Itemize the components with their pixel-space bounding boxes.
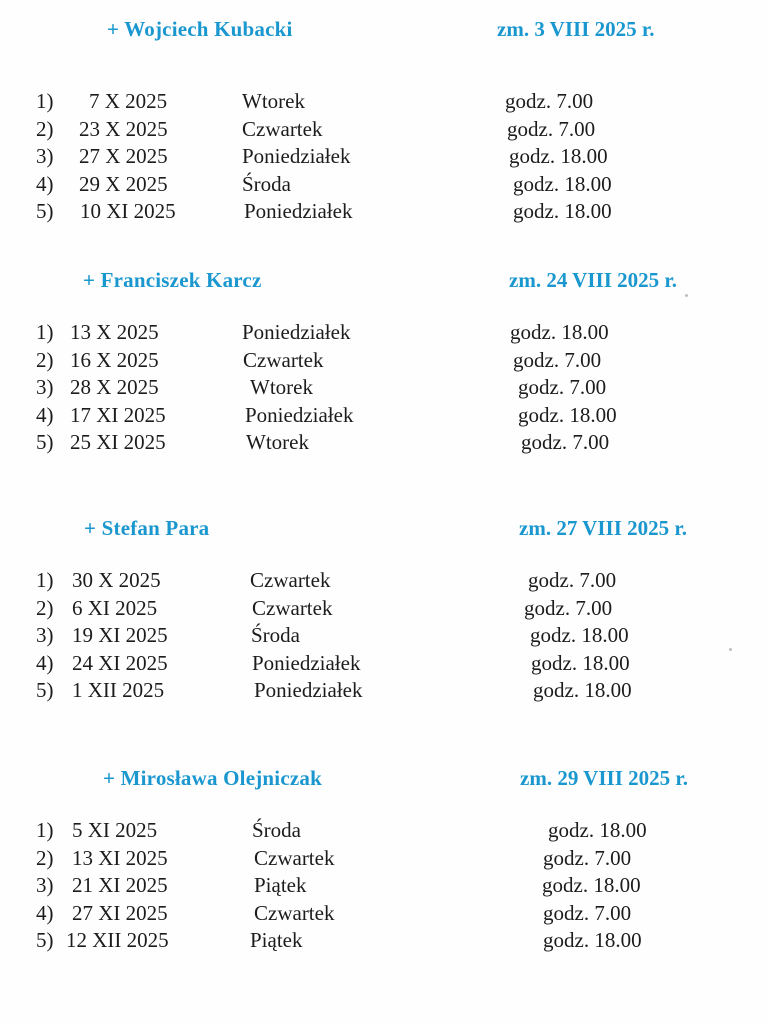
row-number: 5) <box>36 430 54 454</box>
row-day: Poniedziałek <box>242 320 351 344</box>
row-number: 4) <box>36 900 54 925</box>
row-day: Piątek <box>254 873 307 897</box>
row-number: 3) <box>36 375 54 399</box>
row-time: godz. 18.00 <box>530 623 629 647</box>
row-time: godz. 18.00 <box>531 650 630 675</box>
row-date: 30 X 2025 <box>72 568 161 592</box>
scan-speck <box>729 648 732 651</box>
row-number: 1) <box>36 320 54 344</box>
row-day: Poniedziałek <box>244 199 353 223</box>
deceased-name: + Mirosława Olejniczak <box>103 766 322 790</box>
row-day: Poniedziałek <box>245 402 354 427</box>
mass-list <box>0 818 769 956</box>
mass-row <box>0 818 769 846</box>
mass-row <box>0 172 769 200</box>
row-date: 13 X 2025 <box>70 320 159 344</box>
row-number: 2) <box>36 595 54 620</box>
row-number: 4) <box>36 402 54 427</box>
deceased-name: + Stefan Para <box>84 516 210 540</box>
mass-row <box>0 873 769 901</box>
row-day: Wtorek <box>242 89 305 113</box>
mass-list <box>0 89 769 227</box>
row-date: 28 X 2025 <box>70 375 159 399</box>
row-date: 29 X 2025 <box>79 171 168 196</box>
row-date: 25 XI 2025 <box>70 430 166 454</box>
row-number: 4) <box>36 650 54 675</box>
row-number: 2) <box>36 845 54 870</box>
row-number: 3) <box>36 144 54 168</box>
row-day: Środa <box>251 623 300 647</box>
row-date: 16 X 2025 <box>70 347 159 372</box>
row-day: Piątek <box>250 928 303 952</box>
row-day: Czwartek <box>242 116 323 141</box>
row-number: 5) <box>36 928 54 952</box>
row-time: godz. 18.00 <box>513 171 612 196</box>
row-number: 3) <box>36 623 54 647</box>
mass-row <box>0 375 769 403</box>
scan-speck <box>685 294 688 297</box>
row-number: 1) <box>36 818 54 842</box>
mass-row <box>0 430 769 458</box>
mass-row <box>0 403 769 431</box>
row-day: Czwartek <box>254 900 335 925</box>
mass-row <box>0 117 769 145</box>
row-time: godz. 7.00 <box>521 430 610 454</box>
section-kubacki <box>0 17 769 223</box>
row-day: Czwartek <box>252 595 333 620</box>
mass-row <box>0 596 769 624</box>
mass-row <box>0 623 769 651</box>
row-date: 7 X 2025 <box>89 89 168 113</box>
row-date: 13 XI 2025 <box>72 845 168 870</box>
row-number: 5) <box>36 678 54 702</box>
row-number: 4) <box>36 171 54 196</box>
row-date: 10 XI 2025 <box>80 199 176 223</box>
death-date: zm. 27 VIII 2025 r. <box>519 516 688 540</box>
death-date: zm. 24 VIII 2025 r. <box>509 268 678 292</box>
row-time: godz. 18.00 <box>513 199 612 223</box>
row-date: 1 XII 2025 <box>72 678 165 702</box>
deceased-name: + Franciszek Karcz <box>83 268 262 292</box>
row-day: Poniedziałek <box>252 650 361 675</box>
row-day: Czwartek <box>254 845 335 870</box>
row-day: Środa <box>252 818 301 842</box>
mass-row <box>0 678 769 706</box>
row-date: 19 XI 2025 <box>72 623 168 647</box>
row-time: godz. 7.00 <box>518 375 607 399</box>
death-date: zm. 3 VIII 2025 r. <box>497 17 655 41</box>
row-day: Poniedziałek <box>254 678 363 702</box>
row-day: Czwartek <box>250 568 331 592</box>
row-time: godz. 7.00 <box>528 568 617 592</box>
row-number: 2) <box>36 347 54 372</box>
section-heading <box>0 516 769 556</box>
death-date: zm. 29 VIII 2025 r. <box>520 766 689 790</box>
section-heading <box>0 766 769 806</box>
row-day: Wtorek <box>250 375 313 399</box>
row-date: 27 XI 2025 <box>72 900 168 925</box>
row-date: 24 XI 2025 <box>72 650 168 675</box>
row-number: 1) <box>36 89 54 113</box>
row-date: 17 XI 2025 <box>70 402 166 427</box>
mass-list <box>0 320 769 458</box>
row-date: 27 X 2025 <box>79 144 168 168</box>
row-time: godz. 18.00 <box>510 320 609 344</box>
section-olejniczak <box>0 766 769 952</box>
mass-row <box>0 89 769 117</box>
row-date: 23 X 2025 <box>79 116 168 141</box>
row-time: godz. 7.00 <box>543 900 632 925</box>
row-time: godz. 7.00 <box>543 845 632 870</box>
row-time: godz. 7.00 <box>507 116 596 141</box>
row-day: Środa <box>242 171 291 196</box>
row-number: 2) <box>36 116 54 141</box>
mass-row <box>0 144 769 172</box>
row-date: 21 XI 2025 <box>72 873 168 897</box>
row-time: godz. 18.00 <box>509 144 608 168</box>
mass-row <box>0 568 769 596</box>
row-date: 12 XII 2025 <box>66 928 169 952</box>
mass-row <box>0 928 769 956</box>
row-time: godz. 18.00 <box>548 818 647 842</box>
section-para <box>0 516 769 702</box>
mass-row <box>0 846 769 874</box>
row-time: godz. 7.00 <box>513 347 602 372</box>
row-day: Poniedziałek <box>242 144 351 168</box>
mass-row <box>0 901 769 929</box>
section-heading <box>0 17 769 57</box>
mass-row <box>0 199 769 227</box>
row-day: Czwartek <box>243 347 324 372</box>
row-time: godz. 7.00 <box>524 595 613 620</box>
row-number: 3) <box>36 873 54 897</box>
row-date: 5 XI 2025 <box>72 818 158 842</box>
row-date: 6 XI 2025 <box>72 595 158 620</box>
section-heading <box>0 268 769 308</box>
row-time: godz. 18.00 <box>533 678 632 702</box>
row-time: godz. 7.00 <box>505 89 594 113</box>
mass-row <box>0 320 769 348</box>
row-number: 5) <box>36 199 54 223</box>
mass-row <box>0 348 769 376</box>
row-day: Wtorek <box>246 430 309 454</box>
deceased-name: + Wojciech Kubacki <box>107 17 293 41</box>
row-time: godz. 18.00 <box>542 873 641 897</box>
row-number: 1) <box>36 568 54 592</box>
row-time: godz. 18.00 <box>543 928 642 952</box>
row-time: godz. 18.00 <box>518 402 617 427</box>
mass-row <box>0 651 769 679</box>
mass-list <box>0 568 769 706</box>
section-karcz <box>0 268 769 454</box>
